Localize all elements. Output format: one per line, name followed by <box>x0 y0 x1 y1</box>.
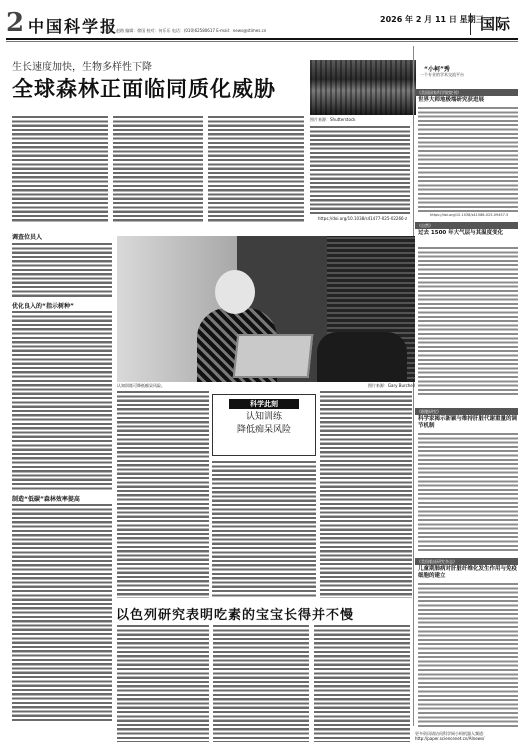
masthead-contact: 主编：赵路 编辑：徐国 校对：何乐乐 电话：(010)62580617 E-mail：news@stimes.cn <box>104 28 267 33</box>
photo-chair <box>317 332 407 382</box>
science-box-header: 科学此刻 <box>229 399 299 409</box>
left-body-1 <box>12 242 112 298</box>
bottom-body-col2 <box>213 624 309 742</box>
science-box-line2: 降低痴呆风险 <box>236 425 291 435</box>
feature-photo-credit: 图片来源：Gary Burchell <box>367 383 415 388</box>
bottom-body-col1 <box>117 624 209 742</box>
bottom-body-col3 <box>314 624 410 742</box>
rc-item1-bar: 《美国国家科学院院刊》 <box>415 89 518 96</box>
lead-body-col4 <box>310 125 410 215</box>
rc-item4-head: 儿童期肺病对肝脏纤维化发生作用与免疫细胞的建立 <box>418 566 518 579</box>
rc-item3-bar: 《细胞研究》 <box>415 408 518 415</box>
feature-body-col3 <box>320 390 412 598</box>
lead-body-col3 <box>208 115 304 223</box>
xiaoke-subtitle: 一个专业的学术交流平台 <box>420 72 464 77</box>
rc-item4-body <box>418 582 518 728</box>
feature-photo-caption-row <box>117 383 415 389</box>
lead-body-col1 <box>12 115 108 223</box>
forest-photo <box>310 60 416 115</box>
feature-photo-caption: 认知训练可降低痴呆风险。 <box>117 383 165 388</box>
lead-body-col2 <box>113 115 203 223</box>
masthead-rule <box>6 38 518 40</box>
footer-note: 更多资讯请访问科学网小柯机器人频道：http://paper.sciencenet.cn/AInews/ <box>415 731 487 741</box>
science-box <box>212 394 316 456</box>
rc-item1-body <box>418 106 518 212</box>
left-subhead-2: 优化良入的“指示树种” <box>12 303 74 310</box>
lead-kicker: 生长速度加快，生物多样性下降 <box>12 62 152 73</box>
photo-person-head <box>215 270 255 314</box>
section-name: 国际 <box>470 13 519 35</box>
rc-item1-head: 世界大师地极端研究获进展 <box>418 97 485 103</box>
issue-date: 2026 年 2 月 11 日 星期三 <box>380 15 484 24</box>
lead-doi: https://doi.org/10.1038/s41477-025-02266-z <box>318 216 408 221</box>
rc-item3-body <box>418 432 518 552</box>
forest-photo-credit: 图片来源：Shutterstock <box>310 117 356 122</box>
rc-item1-url: https://doi.org/10.1038/s41586-025-09457-5 <box>430 213 509 217</box>
feature-body-col2 <box>212 460 316 598</box>
lead-headline: 全球森林正面临同质化威胁 <box>12 77 276 101</box>
newspaper-logo: 中国科学报 <box>28 17 119 36</box>
rc-item2-body <box>418 246 518 396</box>
rc-item4-bar: 《美国临床研究杂志》 <box>415 558 518 565</box>
science-box-line1: 认知训练 <box>245 412 282 422</box>
feature-photo <box>117 236 415 382</box>
xiaoke-title: “小柯”秀 <box>424 66 450 73</box>
rc-item2-bar: 《自然》 <box>415 222 518 229</box>
bottom-headline: 以色列研究表明吃素的宝宝长得并不慢 <box>116 608 355 623</box>
left-subhead-3: 制造“低碳”森林效率提高 <box>12 496 80 503</box>
rc-item2-head: 过去 1500 年大气层与其温度变化 <box>418 230 504 236</box>
left-body-2 <box>12 310 112 490</box>
left-subhead-1: 调查位员人 <box>12 234 43 241</box>
feature-body-col1 <box>117 390 209 598</box>
page-number: 2 <box>6 8 25 38</box>
masthead-thin-rule <box>6 41 518 42</box>
rc-item3-head: 科学家揭示新颖与维持肝脏代谢重量的调节机制 <box>418 416 518 429</box>
left-body-3 <box>12 503 112 723</box>
photo-laptop <box>233 334 314 378</box>
